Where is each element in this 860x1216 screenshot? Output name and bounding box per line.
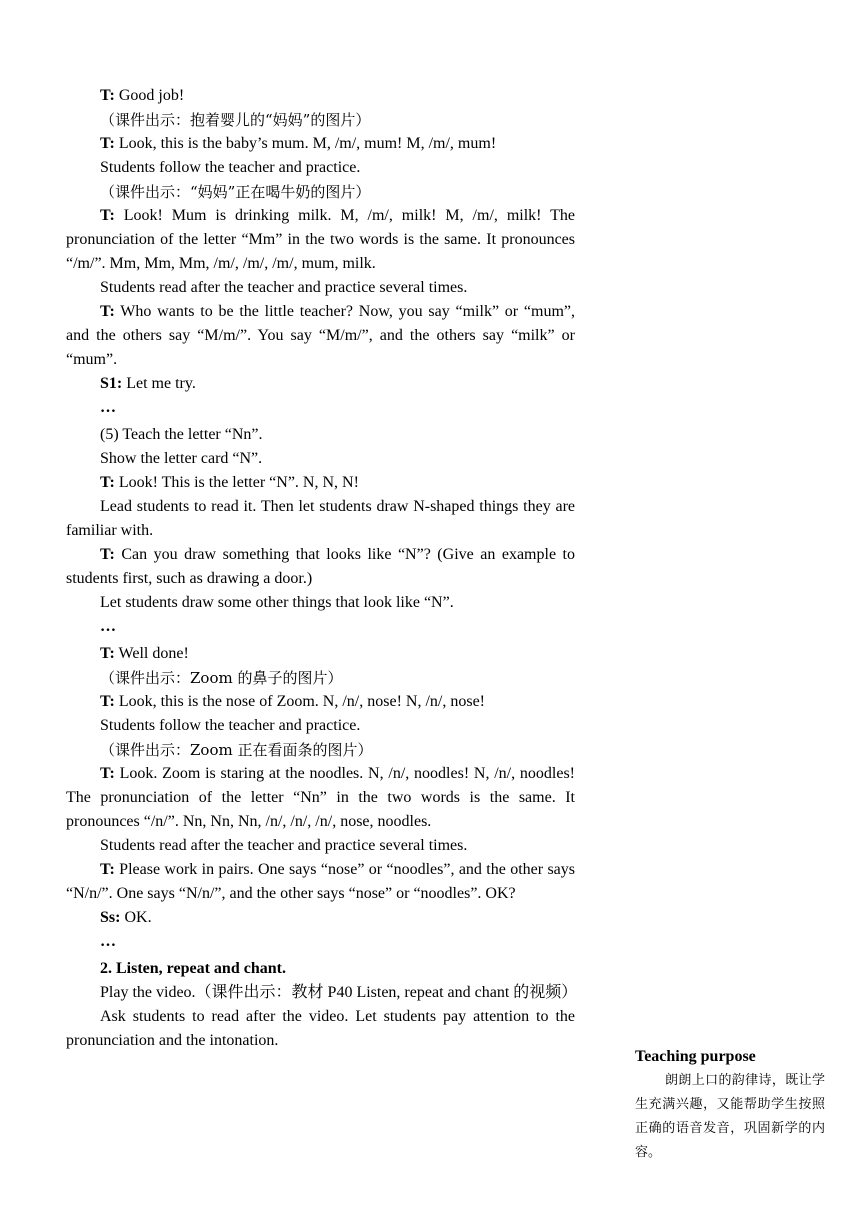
speaker-label: T: — [100, 474, 115, 491]
speaker-label: … — [100, 618, 116, 635]
lesson-line — [66, 132, 575, 156]
speaker-label: T: — [100, 207, 115, 224]
line-text: （课件出示：抱着婴儿的“妈妈”的图片） — [100, 111, 371, 129]
line-text: Look! Mum is drinking milk. M, /m/, milk! M, /m/, milk! The pronunciation of the letter “Mm” in the two words is the same. It pronounces “/m/”. Mm, Mm, Mm, /m/, /m/, /m/, mum, milk. — [66, 207, 575, 272]
lesson-line — [66, 834, 575, 858]
lesson-line — [66, 423, 575, 447]
lesson-line — [66, 762, 575, 834]
line-text: Look, this is the nose of Zoom. N, /n/, nose! N, /n/, nose! — [114, 693, 485, 710]
line-text: Ask students to read after the video. Let students pay attention to the pronunciation and the intonation. — [66, 1008, 575, 1049]
speaker-label: T: — [100, 135, 115, 152]
line-text: Good job! — [114, 87, 185, 104]
line-text: (5) Teach the letter “Nn”. — [100, 426, 263, 443]
lesson-line — [66, 666, 575, 690]
line-text: Lead students to read it. Then let students draw N-shaped things they are familiar with. — [66, 498, 575, 539]
lesson-line — [66, 930, 575, 954]
lesson-line — [66, 906, 575, 930]
lesson-line — [66, 738, 575, 762]
line-text: Students follow the teacher and practice. — [100, 159, 361, 176]
lesson-line — [66, 714, 575, 738]
line-text: Let students draw some other things that look like “N”. — [100, 594, 454, 611]
lesson-line — [66, 981, 578, 1005]
speaker-label: … — [100, 933, 116, 950]
speaker-label: Ss: — [100, 909, 121, 926]
speaker-label: T: — [100, 303, 115, 320]
speaker-label: T: — [100, 861, 115, 878]
lesson-line — [66, 858, 575, 906]
line-text: Students read after the teacher and practice several times. — [100, 837, 468, 854]
lesson-line — [66, 300, 575, 372]
line-text: （课件出示：Zoom 的鼻子的图片） — [100, 669, 343, 687]
speaker-label: T: — [100, 87, 115, 104]
lesson-line — [66, 543, 575, 591]
lesson-line — [66, 471, 575, 495]
line-text: Look! This is the letter “N”. N, N, N! — [114, 474, 359, 491]
lesson-line — [66, 591, 575, 615]
lesson-line — [66, 1005, 575, 1053]
line-text: Let me try. — [122, 375, 196, 392]
lesson-line — [66, 495, 575, 543]
line-text: Who wants to be the little teacher? Now, you say “milk” or “mum”, and the others say “M/m/”. You say “M/m/”, and the others say “milk” or “mum”. — [66, 303, 575, 368]
line-text: Play the video.（课件出示：教材 P40 Listen, repeat and chant 的视频） — [100, 984, 578, 1001]
lesson-line — [66, 690, 575, 714]
line-text: Students follow the teacher and practice. — [100, 717, 361, 734]
teaching-purpose-title: Teaching purpose — [635, 1048, 756, 1065]
lesson-line — [66, 615, 575, 639]
speaker-label: T: — [100, 546, 115, 563]
line-text: Well done! — [114, 645, 189, 662]
lesson-line — [66, 204, 575, 276]
speaker-label: T: — [100, 693, 115, 710]
lesson-line — [66, 108, 575, 132]
line-text: Look. Zoom is staring at the noodles. N, /n/, noodles! N, /n/, noodles! The pronunciation of the letter “Nn” in the two words is the same. It pronounces “/n/”. Nn, Nn, Nn, /n/, /n/, /n/, nose, noodles. — [66, 765, 575, 830]
line-text: Can you draw something that looks like “N”? (Give an example to students first, such as drawing a door.) — [66, 546, 575, 587]
teaching-purpose-note — [635, 1045, 825, 1165]
lesson-line — [66, 957, 575, 981]
speaker-label: … — [100, 399, 116, 416]
line-text: （课件出示：Zoom 正在看面条的图片） — [100, 741, 373, 759]
line-text: Students read after the teacher and practice several times. — [100, 279, 468, 296]
teaching-purpose-text: 朗朗上口的韵律诗，既让学生充满兴趣，又能帮助学生按照正确的语音发音，巩固新学的内容。 — [635, 1073, 825, 1160]
line-text: Please work in pairs. One says “nose” or “noodles”, and the other says “N/n/”. One says “N/n/”, and the other says “nose” or “noodles”. OK? — [66, 861, 575, 902]
speaker-label: S1: — [100, 375, 123, 392]
line-text: Show the letter card “N”. — [100, 450, 263, 467]
lesson-line — [66, 156, 575, 180]
lesson-line — [66, 372, 575, 396]
lesson-line — [66, 276, 575, 300]
line-text: OK. — [120, 909, 152, 926]
lesson-line — [66, 642, 575, 666]
lesson-body — [66, 84, 578, 1053]
speaker-label: T: — [100, 645, 115, 662]
line-text: Look, this is the baby’s mum. M, /m/, mum! M, /m/, mum! — [114, 135, 497, 152]
line-text: （课件出示：“妈妈”正在喝牛奶的图片） — [100, 183, 371, 201]
lesson-line — [66, 396, 575, 420]
lesson-line — [66, 84, 575, 108]
speaker-label: 2. Listen, repeat and chant. — [100, 960, 286, 977]
speaker-label: T: — [100, 765, 115, 782]
lesson-line — [66, 447, 575, 471]
lesson-line — [66, 180, 575, 204]
